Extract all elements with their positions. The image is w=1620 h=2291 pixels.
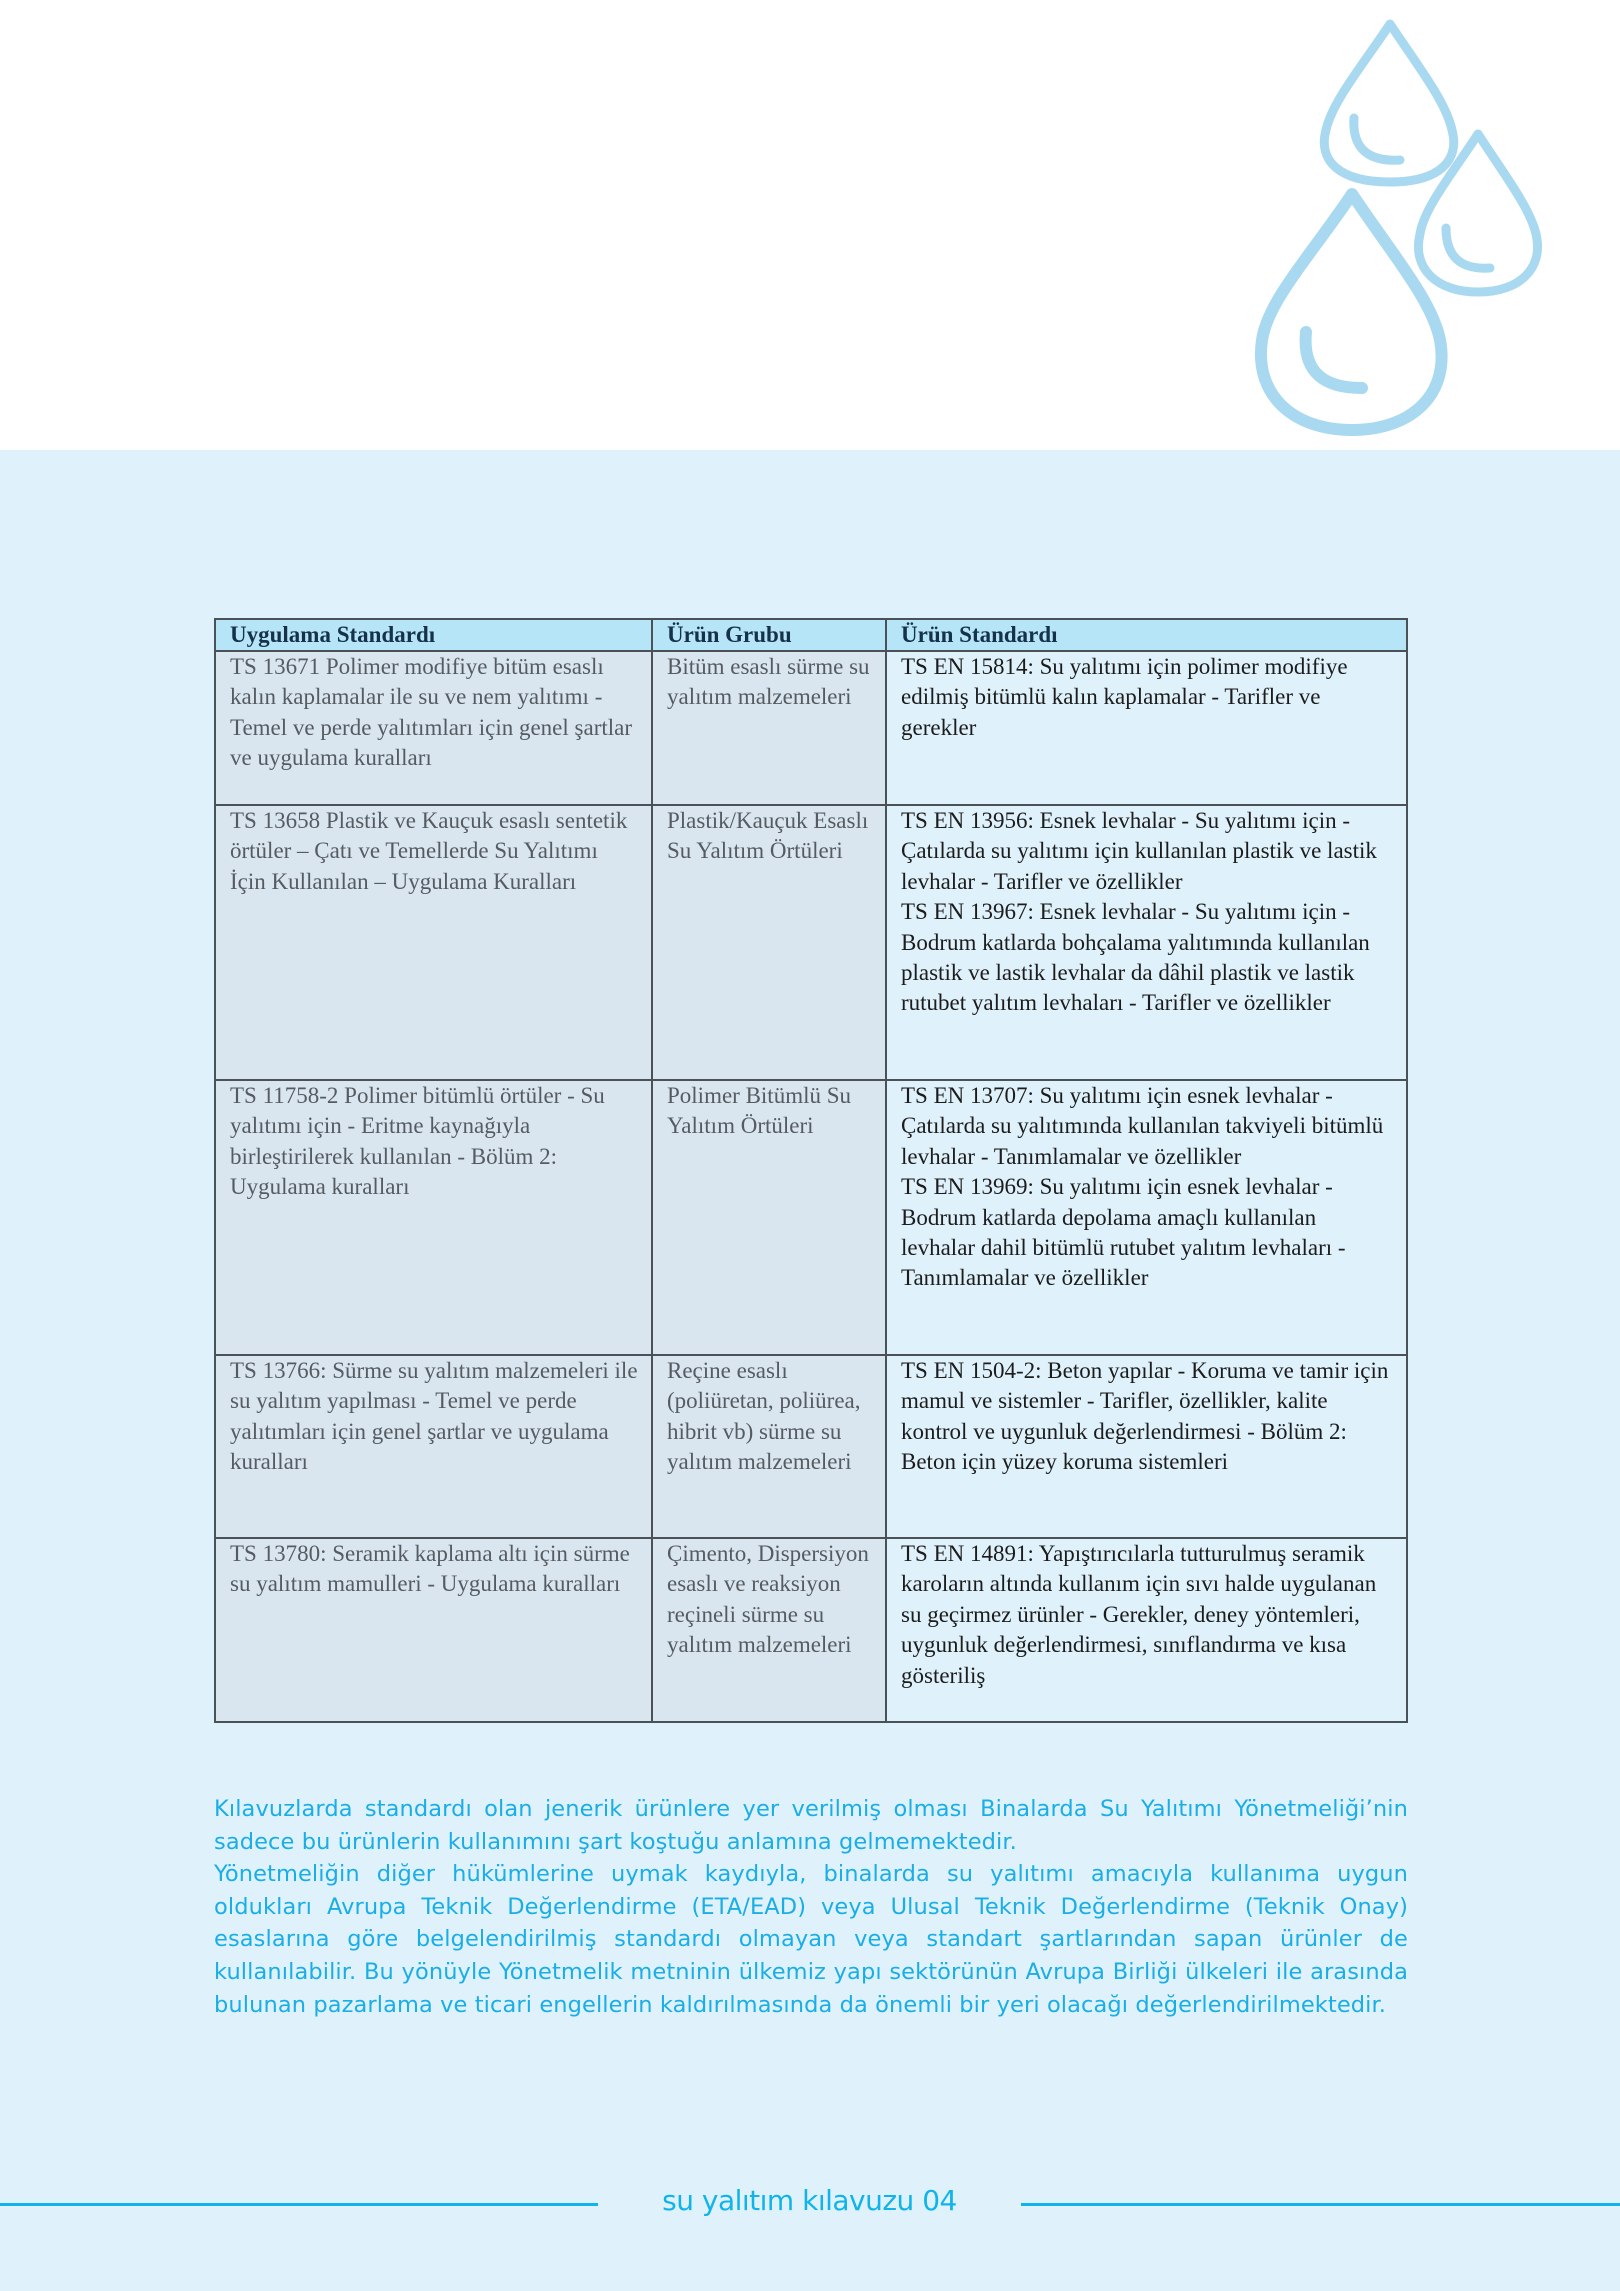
footer-divider-right [1021,2203,1620,2206]
note-paragraph: Kılavuzlarda standardı olan jenerik ürünlere yer verilmiş olması Binalarda Su Yalıtımı Yönetmeliği’nin sadece bu ürünlerin kullanımını şart koştuğu anlamına gelmemektedir. [214,1796,1408,1855]
product-standard-entry: TS EN 13967: Esnek levhalar - Su yalıtımı için - Bodrum katlarda bohçalama yalıtımında kullanılan plastik ve lastik levhalar da dâhil plastik ve lastik rutubet yalıtım levhaları - Tarifler ve özellikler [901,899,1370,1016]
product-standard-cell [886,805,1407,1080]
application-standard-cell: TS 13766: Sürme su yalıtım malzemeleri ile su yalıtım yapılması - Temel ve perde yalıtımları için genel şartlar ve uygulama kuralları [215,1355,652,1538]
column-header-product-group: Ürün Grubu [652,619,886,651]
product-standard-cell [886,1538,1407,1722]
product-group-cell: Plastik/Kauçuk Esaslı Su Yalıtım Örtüleri [652,805,886,1080]
table-header-row [215,619,1407,651]
product-standard-entry: TS EN 15814: Su yalıtımı için polimer modifiye edilmiş bitümlü kalın kaplamalar - Tarifler ve gerekler [901,654,1348,740]
table-row [215,651,1407,805]
note-paragraph: Yönetmeliğin diğer hükümlerine uymak kaydıyla, binalarda su yalıtımı amacıyla kullanıma uygun oldukları Avrupa Teknik Değerlendirme (ETA/EAD) veya Ulusal Teknik Değerlendirme (Teknik Onay) esaslarına göre belgelendirilmiş standardı olmayan veya standart şartlarından sapan ürünler de kullanılabilir. Bu yönüyle Yönetmelik metninin ülkemiz yapı sektörünün Avrupa Birliği ülkeleri ile arasında bulunan pazarlama ve ticari engellerin kaldırılmasında da önemli bir yeri olacağı değerlendirilmektedir. [214,1861,1408,2018]
column-header-application-standard: Uygulama Standardı [215,619,652,651]
drop-large-icon [1261,194,1442,430]
product-standard-cell [886,1080,1407,1355]
product-standard-entry: TS EN 13956: Esnek levhalar - Su yalıtımı için - Çatılarda su yalıtımı için kullanılan plastik ve lastik levhalar - Tarifler ve özellikler [901,808,1377,894]
water-drops-icon [1240,10,1580,450]
product-standard-entry: TS EN 13707: Su yalıtımı için esnek levhalar - Çatılarda su yalıtımında kullanılan takviyeli bitümlü levhalar - Tanımlamalar ve özellikler [901,1083,1384,1169]
product-group-cell: Reçine esaslı (poliüretan, poliürea, hibrit vb) sürme su yalıtım malzemeleri [652,1355,886,1538]
application-standard-cell: TS 13671 Polimer modifiye bitüm esaslı kalın kaplamalar ile su ve nem yalıtımı - Temel ve perde yalıtımları için genel şartlar ve uygulama kuralları [215,651,652,805]
application-standard-cell: TS 13658 Plastik ve Kauçuk esaslı sentetik örtüler – Çatı ve Temellerde Su Yalıtımı İçin Kullanılan – Uygulama Kuralları [215,805,652,1080]
product-group-cell: Polimer Bitümlü Su Yalıtım Örtüleri [652,1080,886,1355]
product-standard-entry: TS EN 14891: Yapıştırıcılarla tutturulmuş seramik karoların altında kullanım için sıvı halde uygulanan su geçirmez ürünler - Gerekler, deney yöntemleri, uygunluk değerlendirmesi, sınıflandırma ve kısa gösteriliş [901,1541,1377,1688]
table-row [215,805,1407,1080]
product-group-cell: Bitüm esaslı sürme su yalıtım malzemeleri [652,651,886,805]
drop-top-icon [1324,24,1453,182]
product-group-cell: Çimento, Dispersiyon esaslı ve reaksiyon reçineli sürme su yalıtım malzemeleri [652,1538,886,1722]
table-row [215,1538,1407,1722]
application-standard-cell: TS 11758-2 Polimer bitümlü örtüler - Su yalıtımı için - Eritme kaynağıyla birleştirilerek kullanılan - Bölüm 2: Uygulama kuralları [215,1080,652,1355]
column-header-product-standard: Ürün Standardı [886,619,1407,651]
application-standard-cell: TS 13780: Seramik kaplama altı için sürme su yalıtım mamulleri - Uygulama kuralları [215,1538,652,1722]
product-standard-entry: TS EN 1504-2: Beton yapılar - Koruma ve tamir için mamul ve sistemler - Tarifler, özellikler, kalite kontrol ve uygunluk değerlendirmesi - Bölüm 2: Beton için yüzey koruma sistemleri [901,1358,1389,1475]
footer-divider-left [0,2203,598,2206]
standards-table [214,618,1408,1723]
drop-right-icon [1418,134,1537,292]
table-row [215,1355,1407,1538]
table-row [215,1080,1407,1355]
footer-page-label: su yalıtım kılavuzu 04 [662,2184,957,2217]
product-standard-cell [886,1355,1407,1538]
regulation-note [214,1793,1408,2021]
product-standard-cell [886,651,1407,805]
product-standard-entry: TS EN 13969: Su yalıtımı için esnek levhalar - Bodrum katlarda depolama amaçlı kullanılan levhalar dahil bitümlü rutubet yalıtım levhaları - Tanımlamalar ve özellikler [901,1174,1346,1291]
